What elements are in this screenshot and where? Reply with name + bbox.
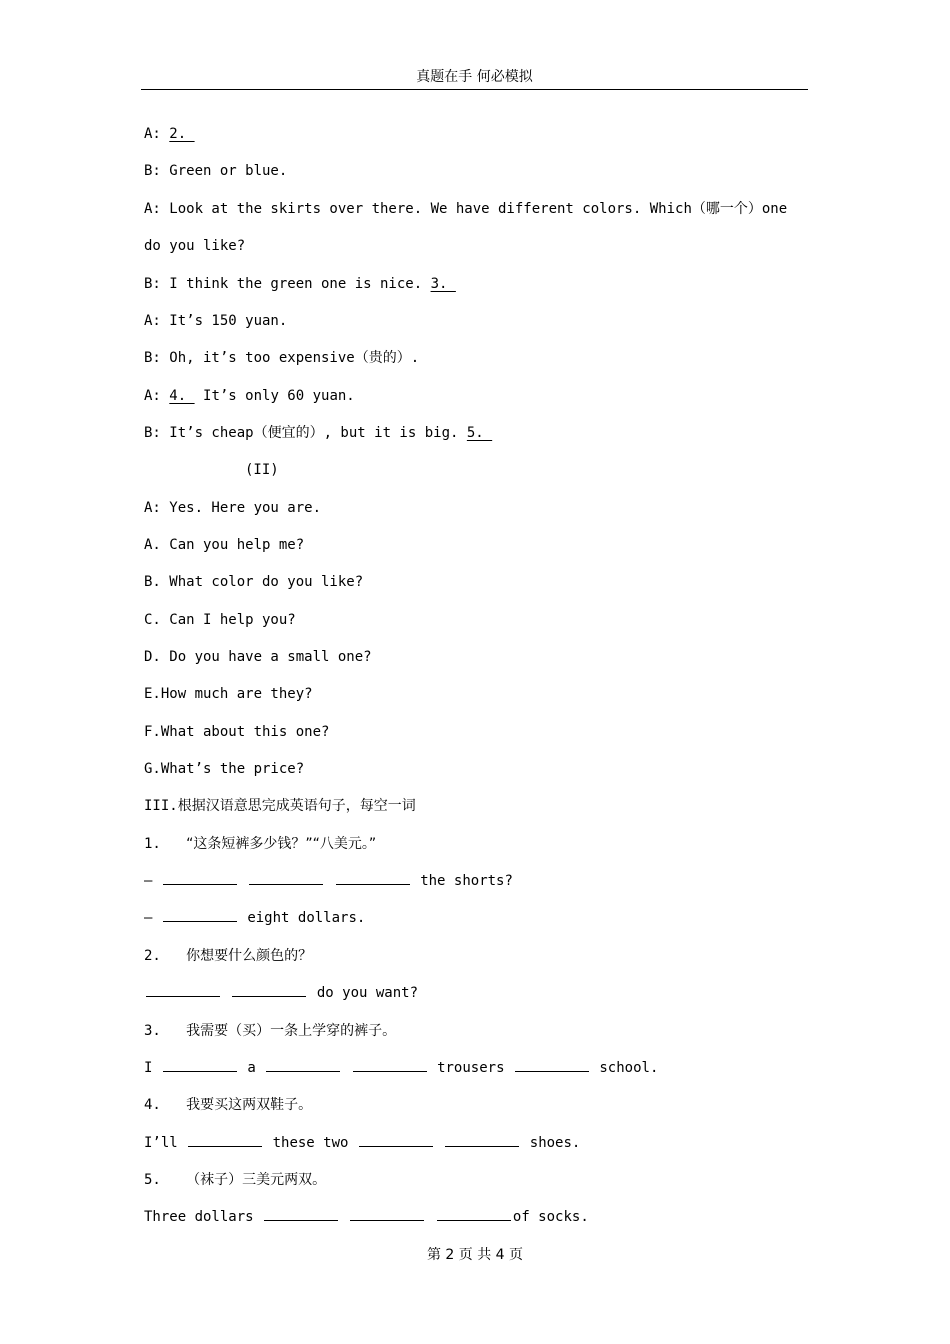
dialogue-line: A: 2. (144, 126, 195, 142)
question-4: 4. 我要买这两双鞋子。 (144, 1097, 313, 1113)
answer-blank-4: 4. (169, 388, 195, 404)
header-divider (141, 89, 808, 90)
option-item: B. What color do you like? (144, 574, 364, 590)
page-header: 真题在手 何必模拟 (416, 69, 533, 85)
option-item: D. Do you have a small one? (144, 649, 372, 665)
page-footer: 第 2 页 共 4 页 (426, 1247, 524, 1263)
dialogue-line: A: Yes. Here you are. (144, 500, 322, 516)
dialogue-line: A: Look at the skirts over there. We have different colors. Which（哪一个）one (144, 201, 788, 217)
dialogue-line: B: Oh, it’s too expensive（贵的）. (144, 350, 420, 366)
question-5: 5. （袜子）三美元两双。 (144, 1172, 327, 1188)
dialogue-line: B: Green or blue. (144, 163, 288, 179)
dialogue-line: B: It’s cheap（便宜的）, but it is big. 5. (144, 425, 493, 441)
answer-line: I’ll these two shoes. (144, 1135, 581, 1151)
option-item: E.How much are they? (144, 686, 313, 702)
answer-blank-2: 2. (169, 126, 195, 142)
option-item: A. Can you help me? (144, 537, 305, 553)
question-1: 1. “这条短裤多少钱？”“八美元。” (144, 836, 377, 852)
option-item: G.What’s the price? (144, 761, 305, 777)
section-label: (II) (245, 462, 279, 478)
option-item: F.What about this one? (144, 724, 330, 740)
dialogue-line: A: 4. It’s only 60 yuan. (144, 388, 355, 404)
answer-line: — the shorts? (144, 873, 513, 889)
dialogue-line: A: It’s 150 yuan. (144, 313, 288, 329)
answer-blank-5: 5. (466, 425, 493, 441)
option-item: C. Can I help you? (144, 612, 296, 628)
question-2: 2. 你想要什么颜色的？ (144, 948, 313, 964)
answer-line: I a trousers school. (144, 1060, 659, 1076)
question-3: 3. 我需要（买）一条上学穿的裤子。 (144, 1023, 397, 1039)
answer-line: Three dollars of socks. (144, 1209, 589, 1225)
answer-blank-3: 3. (430, 276, 456, 292)
answer-line: — eight dollars. (144, 910, 366, 926)
dialogue-line: do you like? (144, 238, 246, 254)
section-title: III.根据汉语意思完成英语句子，每空一词 (144, 798, 416, 814)
answer-line: do you want? (144, 983, 418, 1003)
dialogue-line: B: I think the green one is nice. 3. (144, 276, 456, 292)
